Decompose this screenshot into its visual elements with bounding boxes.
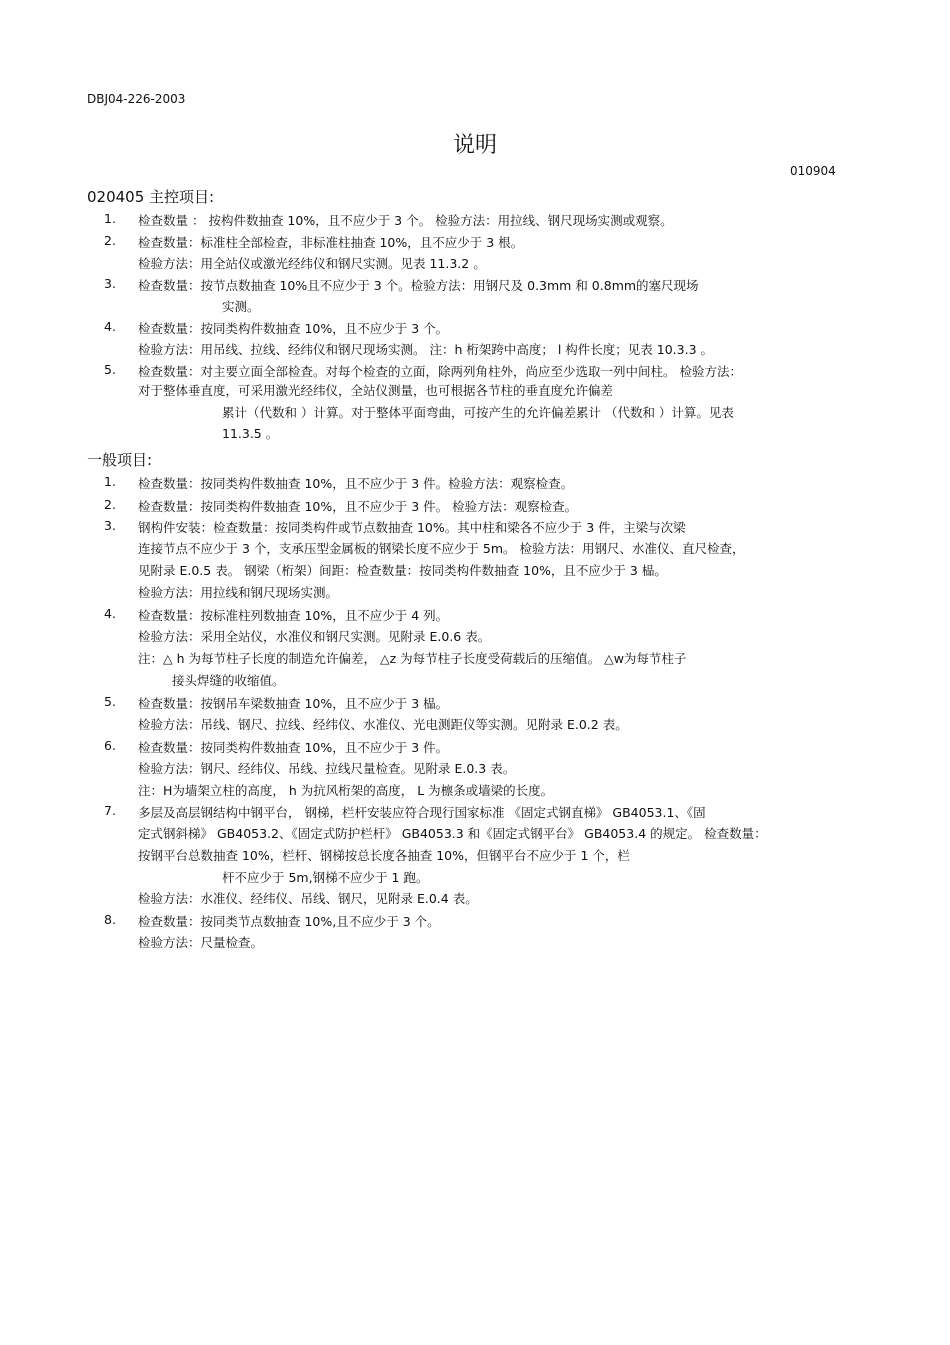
item-line: 接头焊缝的收缩值。 — [172, 673, 285, 688]
section-code: 010904 — [790, 164, 836, 178]
item-number: 2. — [104, 233, 116, 248]
item-line: 实测。 — [222, 299, 260, 314]
item-line: 检验方法：尺量检查。 — [138, 935, 264, 950]
item-number: 8. — [104, 912, 116, 927]
item-number: 2. — [104, 497, 116, 512]
item-line: 检查数量 ： 按构件数抽查 10%，且不应少于 3 个。 检验方法：用拉线、钢尺现场实测或观察。 — [138, 213, 673, 228]
item-line: 检验方法：水准仪、经纬仪、吊线、钢尺，见附录 E.0.4 表。 — [138, 891, 478, 906]
item-line: 检查数量：按同类构件数抽查 10%，且不应少于 3 件。 检验方法：观察检查。 — [138, 499, 578, 514]
item-number: 5. — [104, 362, 116, 377]
item-line: 对于整体垂直度，可采用激光经纬仪，全站仪测量，也可根据各节柱的垂直度允许偏差 — [138, 383, 614, 398]
item-line: 检查数量：对主要立面全部检查。对每个检查的立面，除两列角柱外，尚应至少选取一列中间柱。 检验方法： — [138, 364, 742, 379]
item-line: 钢构件安装：检查数量：按同类构件或节点数抽查 10%。其中柱和梁各不应少于 3 件，主梁与次梁 — [138, 520, 686, 535]
item-line: 检查数量：标准柱全部检查，非标准柱抽查 10%，且不应少于 3 根。 — [138, 235, 524, 250]
item-line: 检查数量：按同类构件数抽查 10%，且不应少于 3 件。 — [138, 740, 449, 755]
item-line: 定式钢斜梯》 GB4053.2、《固定式防护栏杆》 GB4053.3 和《固定式钢平台》 GB4053.4 的规定。 检查数量： — [138, 826, 767, 841]
item-line: 检验方法：用吊线、拉线、经纬仪和钢尺现场实测。 注：h 桁架跨中高度； l 构件长度；见表 10.3.3 。 — [138, 342, 713, 357]
item-line: 检验方法：吊线、钢尺、拉线、经纬仪、水准仪、光电测距仪等实测。见附录 E.0.2 表。 — [138, 717, 628, 732]
item-line: 检验方法：用全站仪或激光经纬仪和钢尺实测。见表 11.3.2 。 — [138, 256, 486, 271]
item-line: 累计（代数和 ）计算。对于整体平面弯曲，可按产生的允许偏差累计 （代数和 ）计算。见表 — [222, 405, 734, 420]
item-line: 检查数量：按钢吊车梁数抽查 10%，且不应少于 3 榀。 — [138, 696, 449, 711]
document-code: DBJ04-226-2003 — [87, 92, 186, 106]
item-line: 检验方法：钢尺、经纬仪、吊线、拉线尺量检查。见附录 E.0.3 表。 — [138, 761, 516, 776]
main-items-header: 020405 主控项目: — [87, 188, 215, 206]
item-line: 检查数量：按同类节点数抽查 10%,且不应少于 3 个。 — [138, 914, 440, 929]
item-number: 1. — [104, 474, 116, 489]
page-title: 说明 — [452, 133, 497, 158]
item-line: 注：△ h 为每节柱子长度的制造允许偏差， △z 为每节柱子长度受荷载后的压缩值。 △w为每节柱子 — [138, 651, 687, 666]
item-line: 检验方法：用拉线和钢尺现场实测。 — [138, 585, 339, 600]
item-line: 检查数量：按节点数抽查 10%且不应少于 3 个。检验方法：用钢尺及 0.3mm 和 0.8mm的塞尺现场 — [138, 278, 699, 293]
item-number: 6. — [104, 738, 116, 753]
item-line: 11.3.5 。 — [222, 426, 279, 441]
general-items-header: 一般项目: — [87, 451, 153, 469]
item-line: 检查数量：按同类构件数抽查 10%，且不应少于 3 件。检验方法：观察检查。 — [138, 476, 574, 491]
item-line: 检查数量：按同类构件数抽查 10%，且不应少于 3 个。 — [138, 321, 449, 336]
item-number: 5. — [104, 694, 116, 709]
item-number: 4. — [104, 606, 116, 621]
item-line: 连接节点不应少于 3 个，支承压型金属板的钢梁长度不应少于 5m。 检验方法：用钢尺、水准仪、直尺检查， — [138, 541, 745, 556]
item-number: 3. — [104, 276, 116, 291]
item-number: 1. — [104, 211, 116, 226]
item-number: 3. — [104, 518, 116, 533]
item-line: 多层及高层钢结构中钢平台， 钢梯，栏杆安装应符合现行国家标准 《固定式钢直梯》 GB4053.1、《固 — [138, 805, 706, 820]
item-line: 按钢平台总数抽查 10%，栏杆、钢梯按总长度各抽查 10%，但钢平台不应少于 1 个，栏 — [138, 848, 630, 863]
item-number: 7. — [104, 803, 116, 818]
item-line: 杆不应少于 5m,钢梯不应少于 1 跑。 — [222, 870, 429, 885]
item-line: 见附录 E.0.5 表。 钢梁（桁架）间距：检查数量：按同类构件数抽查 10%，且不应少于 3 榀。 — [138, 563, 667, 578]
item-number: 4. — [104, 319, 116, 334]
item-line: 检验方法：采用全站仪，水准仪和钢尺实测。见附录 E.0.6 表。 — [138, 629, 491, 644]
item-line: 注：H为墙架立柱的高度， h 为抗风桁架的高度， L 为檩条或墙梁的长度。 — [138, 783, 554, 798]
item-line: 检查数量：按标准柱列数抽查 10%，且不应少于 4 列。 — [138, 608, 449, 623]
